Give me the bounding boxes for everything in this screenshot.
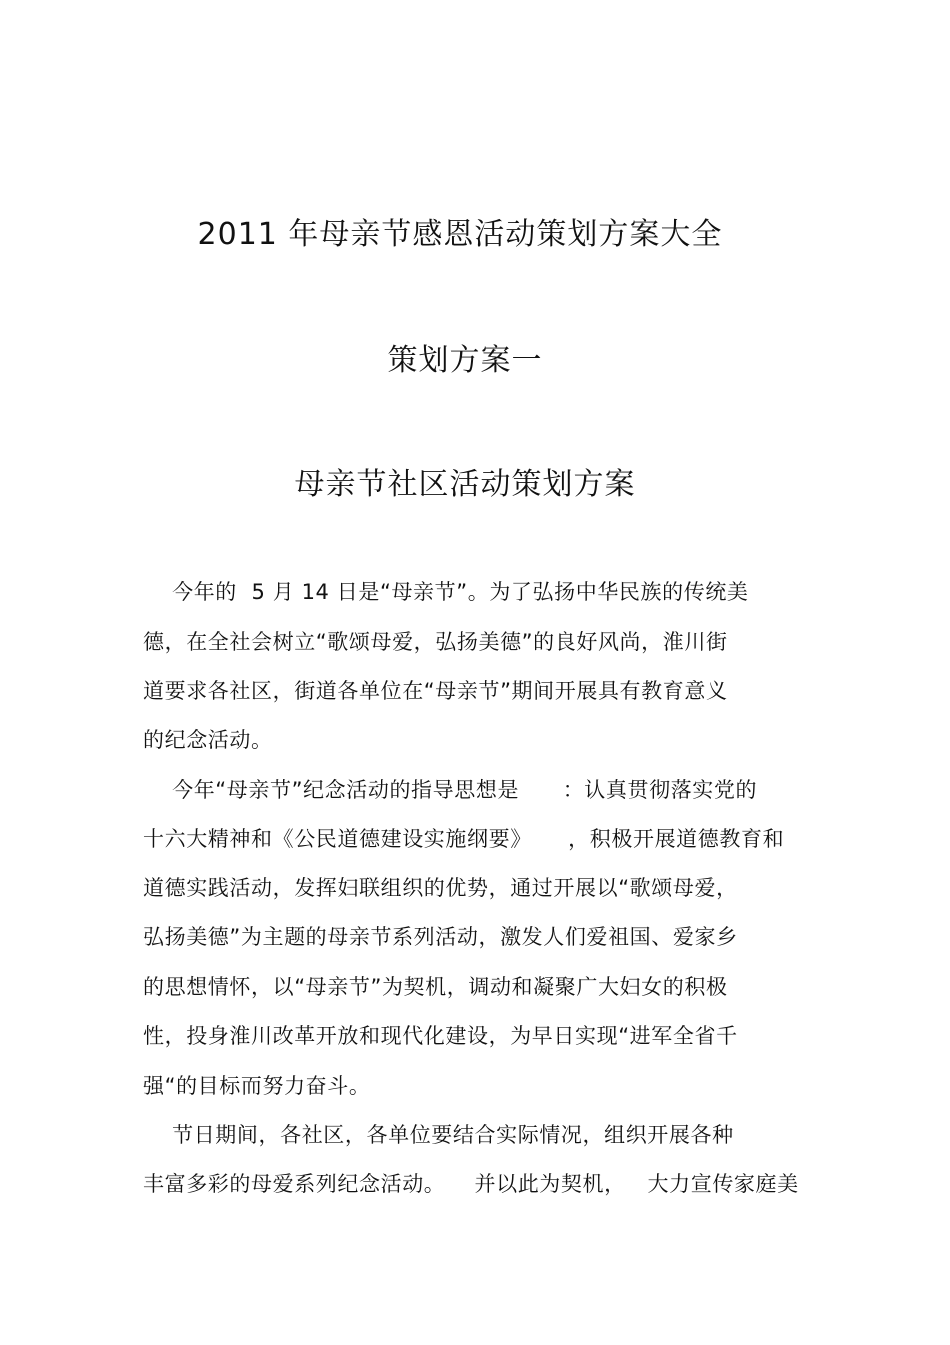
body-line-7: 道德实践活动，发挥妇联组织的优势，通过开展以“歌颂母爱， (143, 876, 738, 900)
body-line-9: 的思想情怀，以“母亲节”为契机，调动和凝聚广大妇女的积极 (143, 975, 728, 999)
body-line-1: 今年的 5 月 14 日是“母亲节”。为了弘扬中华民族的传统美 (143, 580, 749, 604)
body-line-12: 节日期间，各社区，各单位要结合实际情况，组织开展各种 (143, 1123, 734, 1147)
body-line-5: 今年“母亲节”纪念活动的指导思想是 ：认真贯彻落实党的 (143, 778, 758, 802)
body-line-13: 丰富多彩的母爱系列纪念活动。 并以此为契机， 大力宣传家庭美 (143, 1172, 799, 1196)
body-line-10: 性，投身淮川改革开放和现代化建设，为早日实现“进军全省千 (143, 1024, 738, 1048)
section-title: 母亲节社区活动策划方案 (294, 467, 636, 502)
body-line-2: 德，在全社会树立“歌颂母爱，弘扬美德”的良好风尚，淮川街 (143, 630, 728, 654)
body-line-3: 道要求各社区，街道各单位在“母亲节”期间开展具有教育意义 (143, 679, 728, 703)
body-line-6: 十六大精神和《公民道德建设实施纲要》 ，积极开展道德教育和 (143, 827, 785, 851)
body-line-8: 弘扬美德”为主题的母亲节系列活动，激发人们爱祖国、爱家乡 (143, 925, 738, 949)
body-line-4: 的纪念活动。 (143, 728, 273, 752)
document-title: 2011 年母亲节感恩活动策划方案大全 (197, 217, 723, 252)
document-subtitle: 策划方案一 (387, 343, 543, 378)
body-line-11: 强“的目标而努力奋斗。 (143, 1074, 371, 1098)
